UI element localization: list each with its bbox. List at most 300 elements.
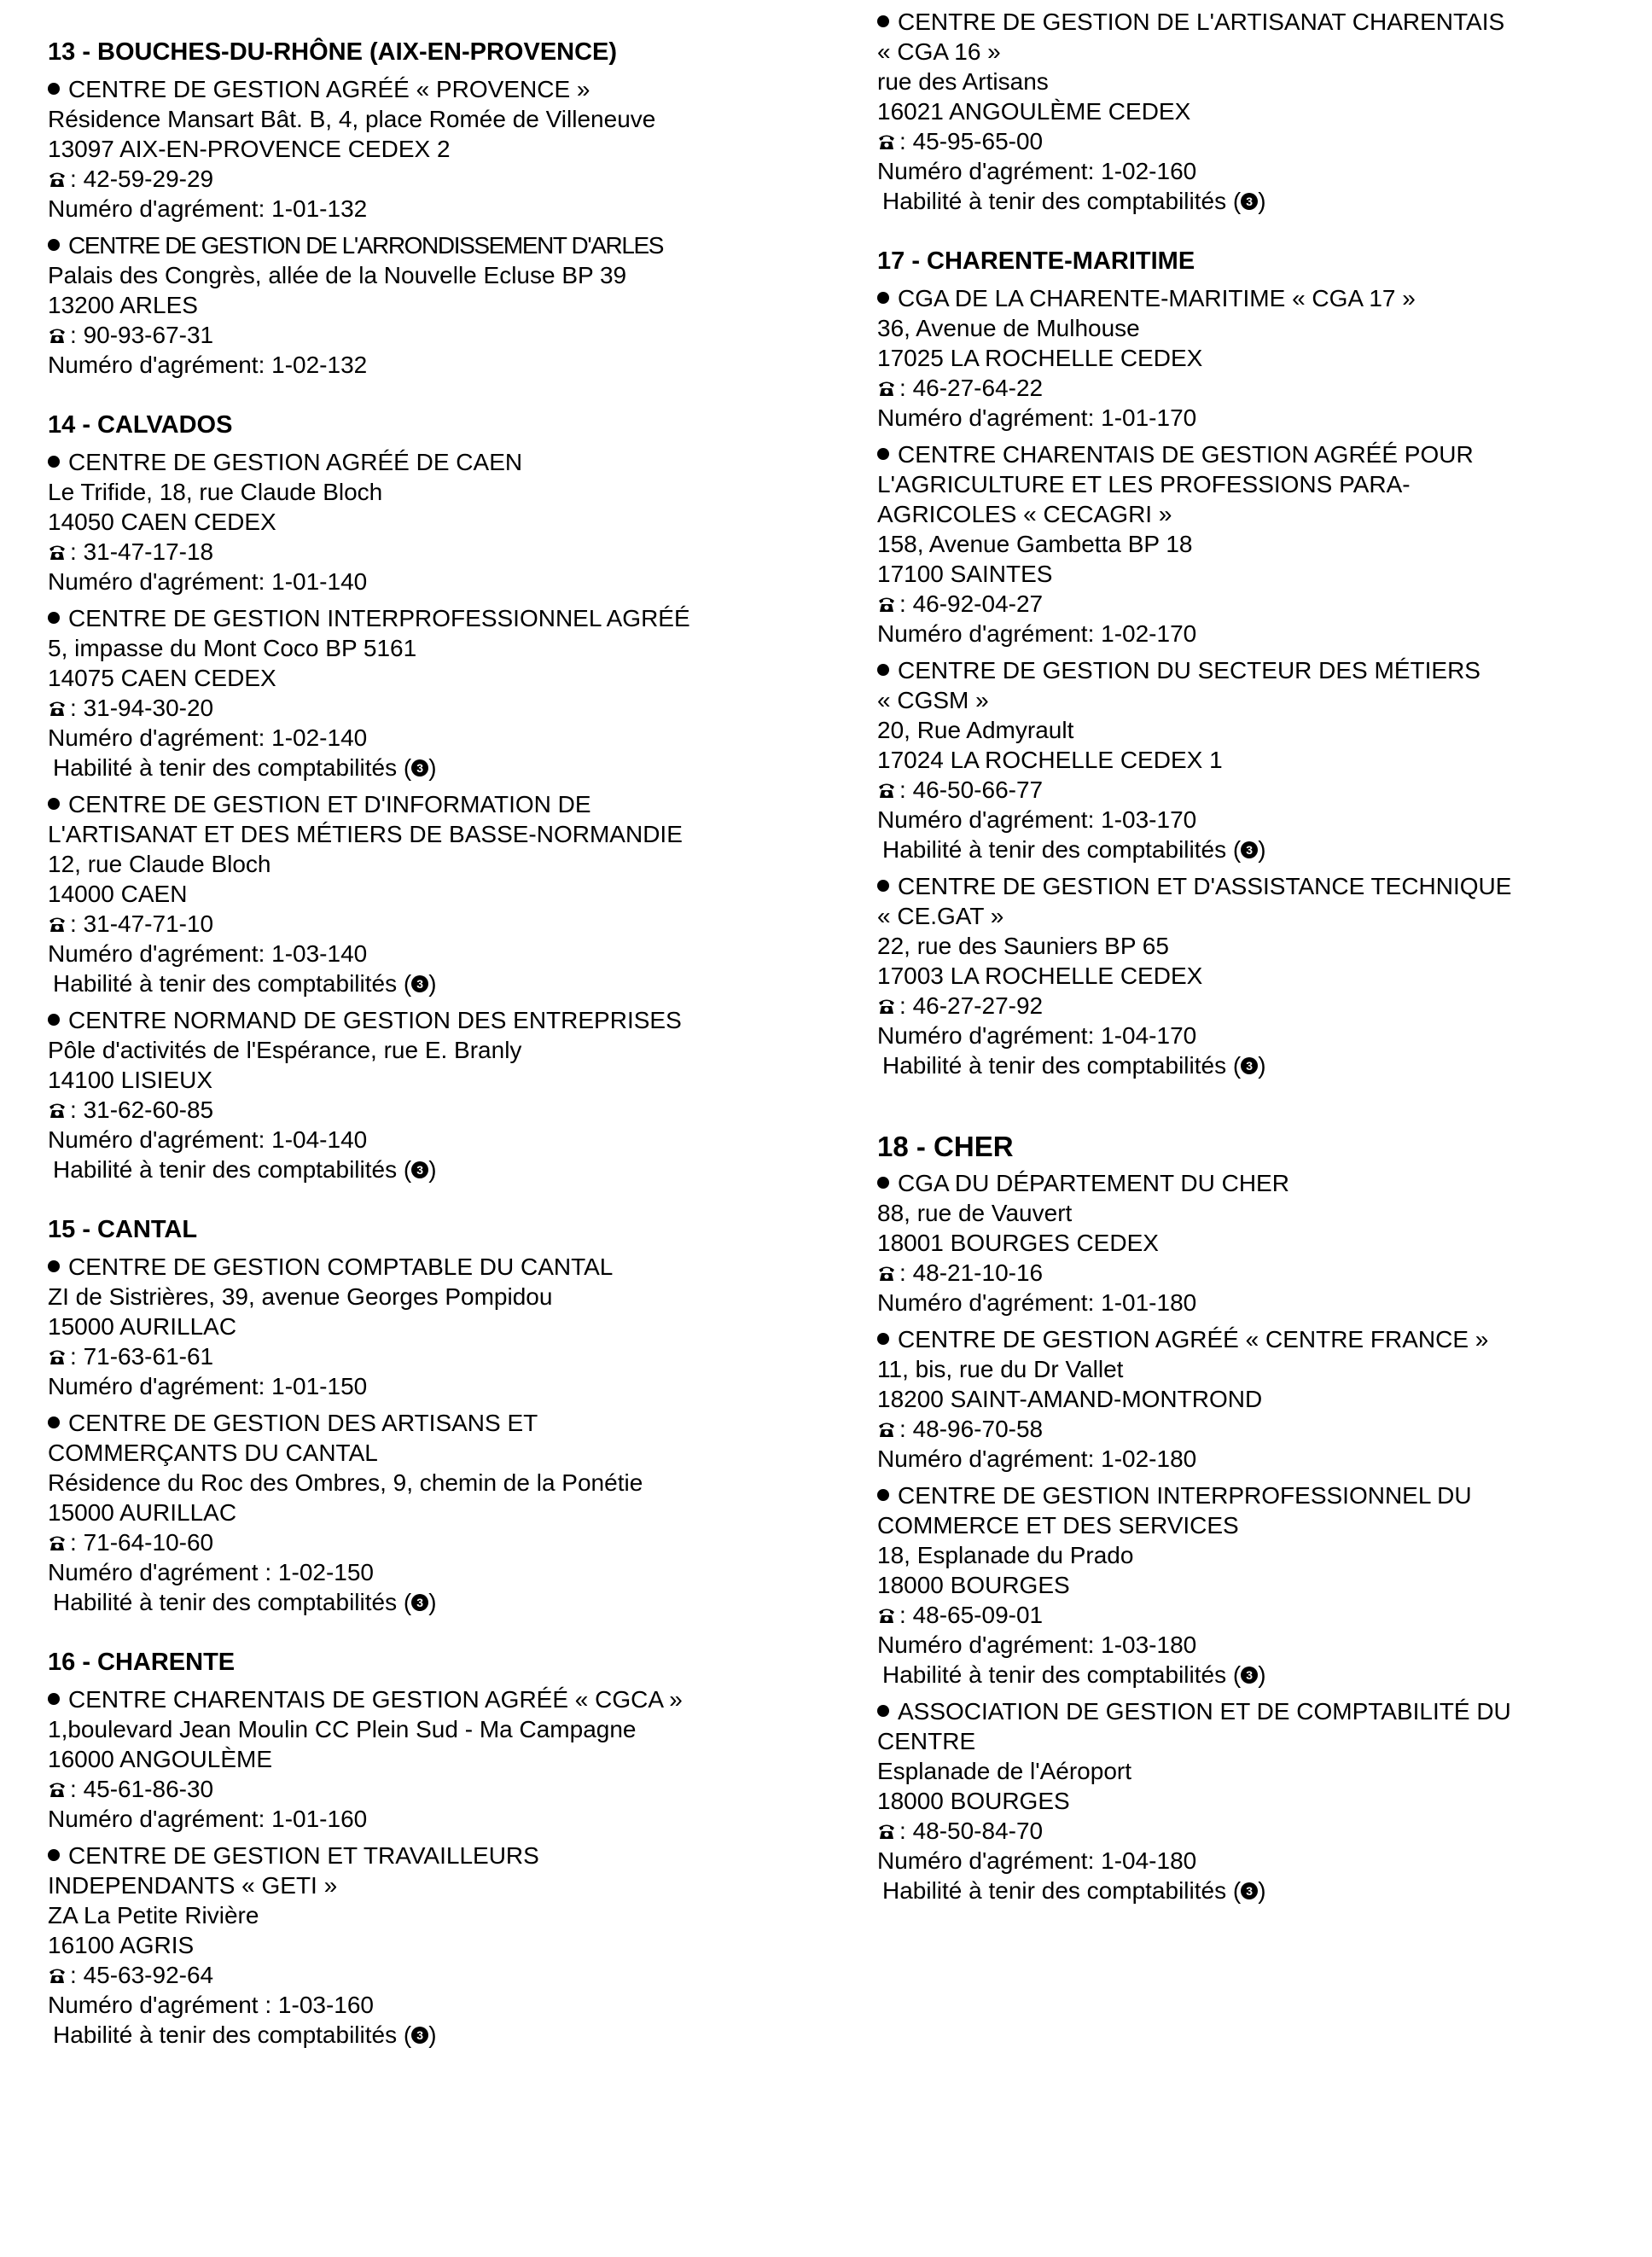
phone-separator: : <box>899 992 906 1019</box>
bullet-icon <box>877 448 889 460</box>
agrement-number: 1-03-160 <box>277 1992 375 2018</box>
directory-entry <box>48 230 850 380</box>
bullet-icon <box>48 239 60 251</box>
entry-address: 17100 SAINTES <box>877 561 1053 587</box>
phone-separator: : <box>70 910 77 937</box>
habilite-close: ) <box>428 1156 437 1183</box>
telephone-icon <box>877 782 896 799</box>
circled-number-icon: 3 <box>411 975 428 992</box>
agrement-label: Numéro d'agrément: <box>877 620 1095 647</box>
bullet-icon <box>877 15 889 27</box>
entry-address: 13200 ARLES <box>48 292 198 318</box>
habilite-line <box>48 2020 850 2050</box>
agrement-label: Numéro d'agrément: <box>877 806 1095 833</box>
telephone-icon <box>48 1967 67 1984</box>
entry-address: Pôle d'activités de l'Espérance, rue E. Branly <box>48 1037 522 1063</box>
entry-name: COMMERCE ET DES SERVICES <box>877 1512 1239 1539</box>
phone-separator: : <box>70 695 77 721</box>
bullet-icon <box>48 612 60 624</box>
entry-phone: 46-27-64-22 <box>912 375 1044 401</box>
entry-name: CENTRE NORMAND DE GESTION DES ENTREPRISES <box>68 1007 682 1033</box>
entry-name-line <box>48 603 850 633</box>
entry-name-line <box>877 499 1645 529</box>
directory-entry <box>877 283 1645 433</box>
habilite-text: Habilité à tenir des comptabilités ( <box>882 1877 1242 1904</box>
entry-address: 16021 ANGOULÈME CEDEX <box>877 98 1191 125</box>
section-title: 13 - BOUCHES-DU-RHÔNE (AIX-EN-PROVENCE) <box>48 38 618 66</box>
entry-address: 13097 AIX-EN-PROVENCE CEDEX 2 <box>48 136 451 162</box>
entry-name: « CGSM » <box>877 687 989 713</box>
entry-name: CENTRE CHARENTAIS DE GESTION AGRÉÉ POUR <box>898 441 1474 468</box>
entry-address: 12, rue Claude Bloch <box>48 851 271 877</box>
entry-phone: 31-47-17-18 <box>83 538 214 565</box>
right-column <box>877 0 1645 1905</box>
entry-phone: 48-21-10-16 <box>912 1259 1044 1286</box>
entry-name: CENTRE <box>877 1728 976 1754</box>
entry-address: Palais des Congrès, allée de la Nouvelle Ecluse BP 39 <box>48 262 627 288</box>
phone-separator: : <box>70 538 77 565</box>
habilite-close: ) <box>428 970 437 997</box>
habilite-close: ) <box>1258 1877 1266 1904</box>
telephone-icon <box>48 700 67 717</box>
entry-phone-line <box>877 1600 1645 1630</box>
directory-entry <box>877 439 1645 649</box>
section-title: 15 - CANTAL <box>48 1216 198 1243</box>
entry-address: 18, Esplanade du Prado <box>877 1542 1134 1568</box>
agrement-label: Numéro d'agrément: <box>48 940 265 967</box>
telephone-icon <box>48 171 67 188</box>
entry-agrement-line <box>48 1804 850 1834</box>
habilite-text: Habilité à tenir des comptabilités ( <box>882 1661 1242 1688</box>
telephone-icon <box>48 1102 67 1119</box>
entry-name: CGA DU DÉPARTEMENT DU CHER <box>898 1170 1289 1196</box>
circled-number-icon: 3 <box>411 1161 428 1178</box>
agrement-label: Numéro d'agrément : <box>48 1559 272 1585</box>
agrement-number: 1-03-140 <box>271 940 368 967</box>
entry-phone: 45-61-86-30 <box>83 1776 214 1802</box>
entry-agrement-line <box>48 1371 850 1401</box>
section-title: 17 - CHARENTE-MARITIME <box>877 247 1195 275</box>
entry-phone-line <box>877 126 1645 156</box>
bullet-icon <box>877 1177 889 1189</box>
entry-address: 18200 SAINT-AMAND-MONTROND <box>877 1386 1263 1412</box>
entry-address: 16100 AGRIS <box>48 1932 195 1958</box>
agrement-label: Numéro d'agrément: <box>48 724 265 751</box>
habilite-text: Habilité à tenir des comptabilités ( <box>53 2021 412 2048</box>
agrement-number: 1-04-140 <box>271 1126 368 1153</box>
circled-number-icon: 3 <box>411 759 428 777</box>
agrement-label: Numéro d'agrément: <box>877 1632 1095 1658</box>
entry-name: INDEPENDANTS « GETI » <box>48 1872 338 1899</box>
entry-address: 18000 BOURGES <box>877 1788 1070 1814</box>
entry-name-line <box>877 655 1645 685</box>
phone-separator: : <box>899 375 906 401</box>
telephone-icon <box>877 380 896 397</box>
entry-name-line <box>877 469 1645 499</box>
agrement-number: 1-03-180 <box>1101 1632 1197 1658</box>
phone-separator: : <box>70 166 77 192</box>
bullet-icon <box>877 1705 889 1717</box>
entry-name-line <box>48 1841 850 1870</box>
directory-entry <box>877 1696 1645 1905</box>
agrement-label: Numéro d'agrément: <box>48 1373 265 1399</box>
agrement-number: 1-02-170 <box>1101 620 1197 647</box>
entry-agrement-line <box>877 403 1645 433</box>
entry-address: 20, Rue Admyrault <box>877 717 1074 743</box>
bullet-icon <box>48 1014 60 1026</box>
entry-address: 5, impasse du Mont Coco BP 5161 <box>48 635 417 661</box>
entry-name: CENTRE DE GESTION COMPTABLE DU CANTAL <box>68 1254 614 1280</box>
entry-phone-line <box>877 775 1645 805</box>
agrement-label: Numéro d'agrément: <box>877 1289 1095 1316</box>
circled-number-icon: 3 <box>1241 1057 1258 1074</box>
agrement-label: Numéro d'agrément: <box>48 1806 265 1832</box>
directory-entry <box>48 1408 850 1617</box>
entry-agrement-line <box>48 723 850 753</box>
phone-separator: : <box>70 1343 77 1370</box>
entry-name: CENTRE CHARENTAIS DE GESTION AGRÉÉ « CGCA » <box>68 1686 683 1713</box>
entry-phone-line <box>877 589 1645 619</box>
telephone-icon <box>877 1823 896 1840</box>
entry-phone: 31-94-30-20 <box>83 695 214 721</box>
entry-name-line <box>877 685 1645 715</box>
entry-name: CGA DE LA CHARENTE-MARITIME « CGA 17 » <box>898 285 1416 311</box>
entry-phone-line <box>877 1414 1645 1444</box>
entry-agrement-line <box>48 1125 850 1155</box>
entry-agrement-line <box>48 350 850 380</box>
entry-name: CENTRE DE GESTION DES ARTISANS ET <box>68 1410 538 1436</box>
directory-entry <box>48 1841 850 2050</box>
phone-separator: : <box>70 1962 77 1988</box>
directory-entry <box>877 871 1645 1080</box>
entry-address: 36, Avenue de Mulhouse <box>877 315 1140 341</box>
entry-address: 18001 BOURGES CEDEX <box>877 1230 1159 1256</box>
agrement-number: 1-02-180 <box>1101 1446 1197 1472</box>
telephone-icon <box>877 596 896 613</box>
entry-name-line <box>877 1480 1645 1510</box>
section-title: 16 - CHARENTE <box>48 1649 236 1676</box>
entry-agrement-line <box>48 567 850 596</box>
phone-separator: : <box>70 322 77 348</box>
entry-phone-line <box>48 320 850 350</box>
entry-agrement-line <box>877 156 1645 186</box>
habilite-line <box>877 1876 1645 1905</box>
bullet-icon <box>877 664 889 676</box>
entry-address: 88, rue de Vauvert <box>877 1200 1073 1226</box>
phone-separator: : <box>899 1818 906 1844</box>
entry-address: 158, Avenue Gambetta BP 18 <box>877 531 1193 557</box>
directory-entry <box>877 1324 1645 1474</box>
phone-separator: : <box>899 1602 906 1628</box>
entry-address: 15000 AURILLAC <box>48 1313 237 1340</box>
entry-address: rue des Artisans <box>877 68 1049 95</box>
entry-address: 17003 LA ROCHELLE CEDEX <box>877 963 1203 989</box>
entry-name: CENTRE DE GESTION ET TRAVAILLEURS <box>68 1842 539 1869</box>
agrement-number: 1-02-160 <box>1101 158 1197 184</box>
entry-phone-line <box>48 1527 850 1557</box>
habilite-close: ) <box>1258 836 1266 863</box>
directory-entry <box>48 1005 850 1184</box>
agrement-number: 1-01-160 <box>271 1806 368 1832</box>
entry-agrement-line <box>48 1557 850 1587</box>
entry-address: Esplanade de l'Aéroport <box>877 1758 1131 1784</box>
entry-name: ASSOCIATION DE GESTION ET DE COMPTABILITÉ DU <box>898 1698 1511 1725</box>
circled-number-icon: 3 <box>1241 841 1258 858</box>
entry-name-line <box>48 1252 850 1282</box>
entry-name: CENTRE DE GESTION AGRÉÉ DE CAEN <box>68 449 523 475</box>
bullet-icon <box>877 292 889 304</box>
entry-phone-line <box>48 693 850 723</box>
telephone-icon <box>48 1781 67 1798</box>
directory-entry <box>48 603 850 782</box>
habilite-line <box>48 1587 850 1617</box>
entry-address: 15000 AURILLAC <box>48 1499 237 1526</box>
telephone-icon <box>48 327 67 344</box>
entry-phone-line <box>48 1774 850 1804</box>
agrement-number: 1-01-150 <box>271 1373 368 1399</box>
telephone-icon <box>877 133 896 150</box>
habilite-text: Habilité à tenir des comptabilités ( <box>882 1052 1242 1079</box>
entry-agrement-line <box>48 939 850 969</box>
habilite-line <box>877 835 1645 864</box>
entry-phone-line <box>48 1095 850 1125</box>
agrement-label: Numéro d'agrément: <box>877 1022 1095 1049</box>
entry-agrement-line <box>877 1630 1645 1660</box>
directory-entry <box>877 655 1645 864</box>
habilite-text: Habilité à tenir des comptabilités ( <box>53 1156 412 1183</box>
entry-name-line <box>877 283 1645 313</box>
entry-address: 18000 BOURGES <box>877 1572 1070 1598</box>
entry-name-line <box>48 1005 850 1035</box>
entry-name-line <box>48 1684 850 1714</box>
entry-phone: 71-64-10-60 <box>83 1529 214 1556</box>
entry-phone: 45-63-92-64 <box>83 1962 214 1988</box>
section-title: 18 - CHER <box>877 1131 1014 1162</box>
telephone-icon <box>48 1348 67 1365</box>
entry-name-line <box>48 74 850 104</box>
entry-phone: 48-65-09-01 <box>912 1602 1044 1628</box>
agrement-label: Numéro d'agrément: <box>877 158 1095 184</box>
entry-name-line <box>877 7 1645 37</box>
habilite-text: Habilité à tenir des comptabilités ( <box>53 754 412 781</box>
entry-address: 14000 CAEN <box>48 881 188 907</box>
bullet-icon <box>48 456 60 468</box>
entry-name: CENTRE DE GESTION DE L'ARRONDISSEMENT D'ARLES <box>68 232 664 259</box>
entry-name: « CE.GAT » <box>877 903 1004 929</box>
habilite-line <box>48 969 850 998</box>
habilite-line <box>48 1155 850 1184</box>
bullet-icon <box>877 880 889 892</box>
entry-agrement-line <box>877 805 1645 835</box>
agrement-label: Numéro d'agrément: <box>48 568 265 595</box>
entry-name-line <box>48 1408 850 1438</box>
circled-number-icon: 3 <box>411 2027 428 2044</box>
entry-address: Le Trifide, 18, rue Claude Bloch <box>48 479 383 505</box>
entry-phone-line <box>48 909 850 939</box>
entry-name: COMMERÇANTS DU CANTAL <box>48 1440 378 1466</box>
bullet-icon <box>877 1333 889 1345</box>
entry-name: « CGA 16 » <box>877 38 1001 65</box>
section-title: 14 - CALVADOS <box>48 411 233 439</box>
entry-name-line <box>877 1168 1645 1198</box>
directory-entry <box>48 1252 850 1401</box>
entry-phone: 48-96-70-58 <box>912 1416 1044 1442</box>
bullet-icon <box>877 1489 889 1501</box>
entry-name-line <box>48 1870 850 1900</box>
entry-address: 11, bis, rue du Dr Vallet <box>877 1356 1124 1382</box>
entry-agrement-line <box>48 194 850 224</box>
directory-entry <box>48 447 850 596</box>
entry-agrement-line <box>877 1846 1645 1876</box>
entry-address: 14100 LISIEUX <box>48 1067 213 1093</box>
telephone-icon <box>877 998 896 1015</box>
agrement-number: 1-03-170 <box>1101 806 1197 833</box>
circled-number-icon: 3 <box>1241 1667 1258 1684</box>
entry-name: CENTRE DE GESTION INTERPROFESSIONNEL DU <box>898 1482 1472 1509</box>
phone-separator: : <box>899 128 906 154</box>
habilite-close: ) <box>428 754 437 781</box>
bullet-icon <box>48 1416 60 1428</box>
entry-name-line <box>877 37 1645 67</box>
entry-address: ZI de Sistrières, 39, avenue Georges Pompidou <box>48 1283 553 1310</box>
circled-number-icon: 3 <box>411 1594 428 1611</box>
entry-phone: 31-47-71-10 <box>83 910 214 937</box>
phone-separator: : <box>70 1529 77 1556</box>
telephone-icon <box>877 1421 896 1438</box>
directory-entry <box>48 74 850 224</box>
entry-name-line <box>877 901 1645 931</box>
entry-name: CENTRE DE GESTION DE L'ARTISANAT CHARENTAIS <box>898 9 1505 35</box>
entry-phone: 46-50-66-77 <box>912 777 1044 803</box>
habilite-line <box>877 1660 1645 1690</box>
agrement-number: 1-01-170 <box>1101 404 1197 431</box>
phone-separator: : <box>899 1259 906 1286</box>
habilite-line <box>877 186 1645 216</box>
agrement-label: Numéro d'agrément: <box>48 352 265 378</box>
habilite-line <box>48 753 850 782</box>
habilite-text: Habilité à tenir des comptabilités ( <box>882 188 1242 214</box>
entry-phone: 46-92-04-27 <box>912 590 1044 617</box>
entry-name-line <box>48 789 850 819</box>
telephone-icon <box>877 1607 896 1624</box>
phone-separator: : <box>899 1416 906 1442</box>
telephone-icon <box>48 544 67 561</box>
habilite-text: Habilité à tenir des comptabilités ( <box>882 836 1242 863</box>
circled-number-icon: 3 <box>1241 193 1258 210</box>
agrement-number: 1-04-170 <box>1101 1022 1197 1049</box>
phone-separator: : <box>899 590 906 617</box>
entry-name-line <box>877 1324 1645 1354</box>
agrement-number: 1-04-180 <box>1101 1847 1197 1874</box>
bullet-icon <box>48 1849 60 1861</box>
entry-agrement-line <box>877 1288 1645 1318</box>
agrement-label: Numéro d'agrément : <box>48 1992 272 2018</box>
habilite-text: Habilité à tenir des comptabilités ( <box>53 970 412 997</box>
habilite-line <box>877 1050 1645 1080</box>
entry-name-line <box>877 1510 1645 1540</box>
entry-phone-line <box>877 1816 1645 1846</box>
entry-address: 1,boulevard Jean Moulin CC Plein Sud - Ma Campagne <box>48 1716 637 1742</box>
entry-address: 17025 LA ROCHELLE CEDEX <box>877 345 1203 371</box>
entry-address: 16000 ANGOULÈME <box>48 1746 273 1772</box>
entry-name: CENTRE DE GESTION DU SECTEUR DES MÉTIERS <box>898 657 1480 683</box>
bullet-icon <box>48 1693 60 1705</box>
phone-separator: : <box>70 1097 77 1123</box>
entry-name: CENTRE DE GESTION INTERPROFESSIONNEL AGRÉÉ <box>68 605 690 631</box>
habilite-close: ) <box>428 2021 437 2048</box>
entry-name: CENTRE DE GESTION AGRÉÉ « CENTRE FRANCE » <box>898 1326 1489 1352</box>
agrement-label: Numéro d'agrément: <box>877 404 1095 431</box>
entry-address: 14075 CAEN CEDEX <box>48 665 276 691</box>
entry-agrement-line <box>877 1444 1645 1474</box>
agrement-number: 1-01-180 <box>1101 1289 1197 1316</box>
entry-name: AGRICOLES « CECAGRI » <box>877 501 1172 527</box>
telephone-icon <box>48 916 67 933</box>
entry-name: CENTRE DE GESTION ET D'ASSISTANCE TECHNIQUE <box>898 873 1512 899</box>
habilite-close: ) <box>1258 188 1266 214</box>
entry-name-line <box>877 1696 1645 1726</box>
bullet-icon <box>48 1260 60 1272</box>
entry-address: 17024 LA ROCHELLE CEDEX 1 <box>877 747 1223 773</box>
entry-name: CENTRE DE GESTION AGRÉÉ « PROVENCE » <box>68 76 590 102</box>
entry-name: CENTRE DE GESTION ET D'INFORMATION DE <box>68 791 591 817</box>
left-column <box>48 0 850 2050</box>
agrement-number: 1-01-140 <box>271 568 368 595</box>
entry-phone: 42-59-29-29 <box>83 166 214 192</box>
habilite-text: Habilité à tenir des comptabilités ( <box>53 1589 412 1615</box>
telephone-icon <box>877 1265 896 1282</box>
entry-phone: 46-27-27-92 <box>912 992 1044 1019</box>
entry-address: ZA La Petite Rivière <box>48 1902 259 1928</box>
phone-separator: : <box>70 1776 77 1802</box>
entry-phone: 45-95-65-00 <box>912 128 1044 154</box>
directory-entry <box>48 1684 850 1834</box>
entry-phone-line <box>877 991 1645 1021</box>
entry-address: 22, rue des Sauniers BP 65 <box>877 933 1169 959</box>
agrement-label: Numéro d'agrément: <box>877 1446 1095 1472</box>
entry-name: L'ARTISANAT ET DES MÉTIERS DE BASSE-NORMANDIE <box>48 821 683 847</box>
entry-name-line <box>48 819 850 849</box>
agrement-label: Numéro d'agrément: <box>48 195 265 222</box>
entry-phone: 71-63-61-61 <box>83 1343 214 1370</box>
directory-entry <box>877 1168 1645 1318</box>
directory-entry <box>877 7 1645 216</box>
entry-phone-line <box>48 164 850 194</box>
entry-phone-line <box>48 1960 850 1990</box>
entry-address: Résidence Mansart Bât. B, 4, place Romée de Villeneuve <box>48 106 656 132</box>
directory-entry <box>877 1480 1645 1690</box>
entry-phone: 48-50-84-70 <box>912 1818 1044 1844</box>
bullet-icon <box>48 83 60 95</box>
habilite-close: ) <box>1258 1661 1266 1688</box>
entry-phone-line <box>877 1258 1645 1288</box>
entry-name-line <box>48 1438 850 1468</box>
entry-phone: 90-93-67-31 <box>83 322 214 348</box>
entry-name: L'AGRICULTURE ET LES PROFESSIONS PARA- <box>877 471 1411 497</box>
agrement-number: 1-02-150 <box>277 1559 375 1585</box>
entry-phone: 31-62-60-85 <box>83 1097 214 1123</box>
entry-phone-line <box>877 373 1645 403</box>
entry-name-line <box>48 230 850 260</box>
circled-number-icon: 3 <box>1241 1882 1258 1899</box>
entry-name-line <box>48 447 850 477</box>
phone-separator: : <box>899 777 906 803</box>
entry-phone-line <box>48 537 850 567</box>
entry-address: Résidence du Roc des Ombres, 9, chemin de la Ponétie <box>48 1469 643 1496</box>
entry-phone-line <box>48 1341 850 1371</box>
entry-agrement-line <box>877 619 1645 649</box>
telephone-icon <box>48 1534 67 1551</box>
